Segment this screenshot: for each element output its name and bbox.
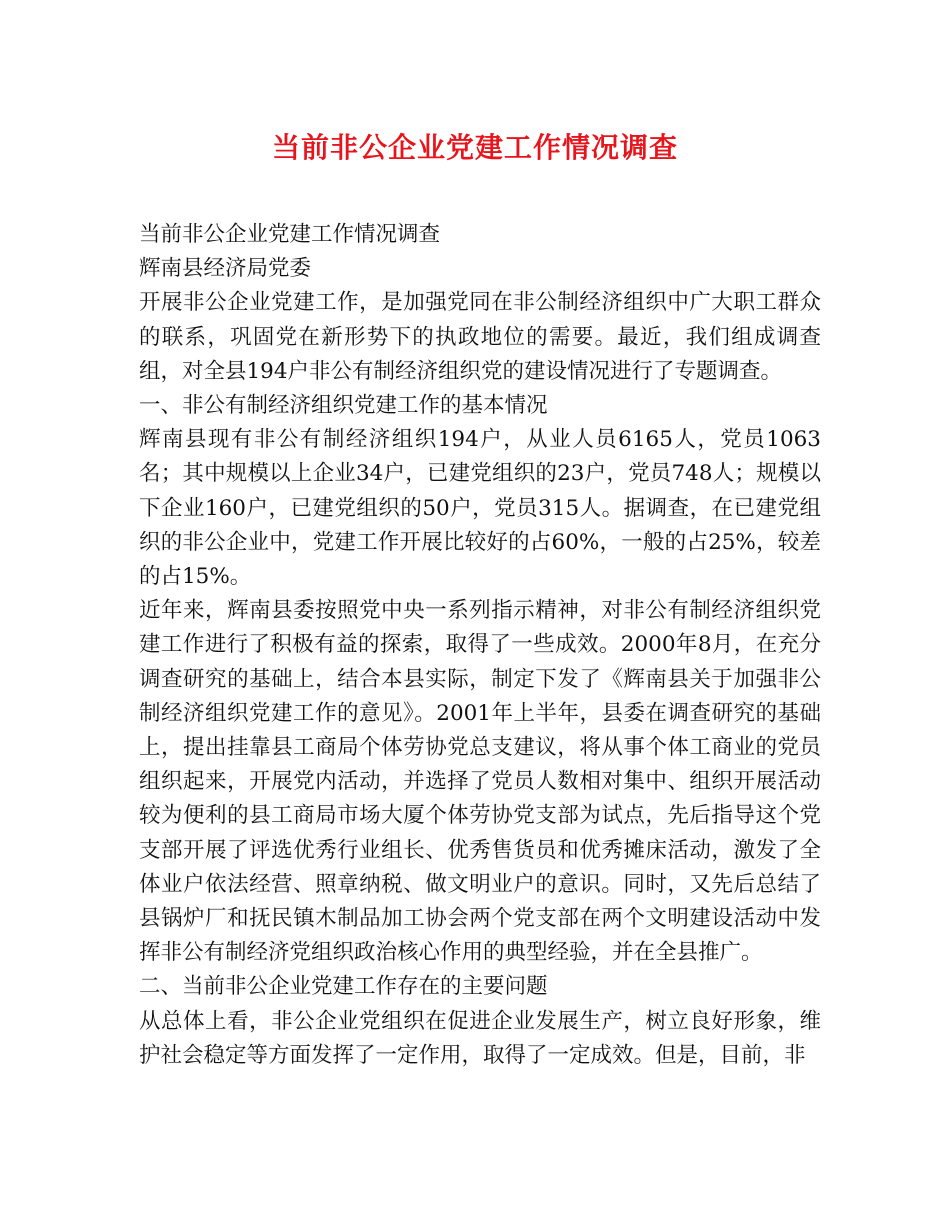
document-body <box>139 218 821 1073</box>
subtitle-line: 当前非公企业党建工作情况调查 <box>139 222 441 247</box>
statistics-paragraph: 辉南县现有非公有制经济组织194户，从业人员6165人，党员1063名；其中规模以上企业34户，已建党组织的23户，党员748人；规模以下企业160户，已建党组织的50户，党员315人。据调查，在已建党组织的非公企业中，党建工作开展比较好的占60%，一般的占25%，较差的占15%。 <box>139 427 821 590</box>
history-paragraph: 近年来，辉南县委按照党中央一系列指示精神，对非公有制经济组织党建工作进行了积极有益的探索，取得了一些成效。2000年8月，在充分调查研究的基础上，结合本县实际，制定下发了《辉南县关于加强非公制经济组织党建工作的意见》。2001年上半年，县委在调查研究的基础上，提出挂靠县工商局个体劳协党总支建议，将从事个体工商业的党员组织起来，开展党内活动，并选择了党员人数相对集中、组织开展活动较为便利的县工商局市场大厦个体劳协党支部为试点，先后指导这个党支部开展了评选优秀行业组长、优秀售货员和优秀摊床活动，激发了全体业户依法经营、照章纳税、做文明业户的意识。同时，又先后总结了县锅炉厂和抚民镇木制品加工协会两个党支部在两个文明建设活动中发挥非公有制经济党组织政治核心作用的典型经验，并在全县推广。 <box>139 598 821 966</box>
document-title: 当前非公企业党建工作情况调查 <box>271 131 678 164</box>
section-heading-2: 二、当前非公企业党建工作存在的主要问题 <box>139 974 548 1000</box>
intro-paragraph: 开展非公企业党建工作，是加强党同在非公制经济组织中广大职工群众的联系，巩固党在新形势下的执政地位的需要。最近，我们组成调查组，对全县194户非公有制经济组织党的建设情况进行了专题调查。 <box>139 290 821 384</box>
problems-paragraph: 从总体上看，非公企业党组织在促进企业发展生产，树立良好形象，维护社会稳定等方面发挥了一定作用，取得了一定成效。但是，目前，非 <box>139 1008 821 1068</box>
author-line: 辉南县经济局党委 <box>139 256 312 282</box>
section-heading-1: 一、非公有制经济组织党建工作的基本情况 <box>139 393 548 419</box>
